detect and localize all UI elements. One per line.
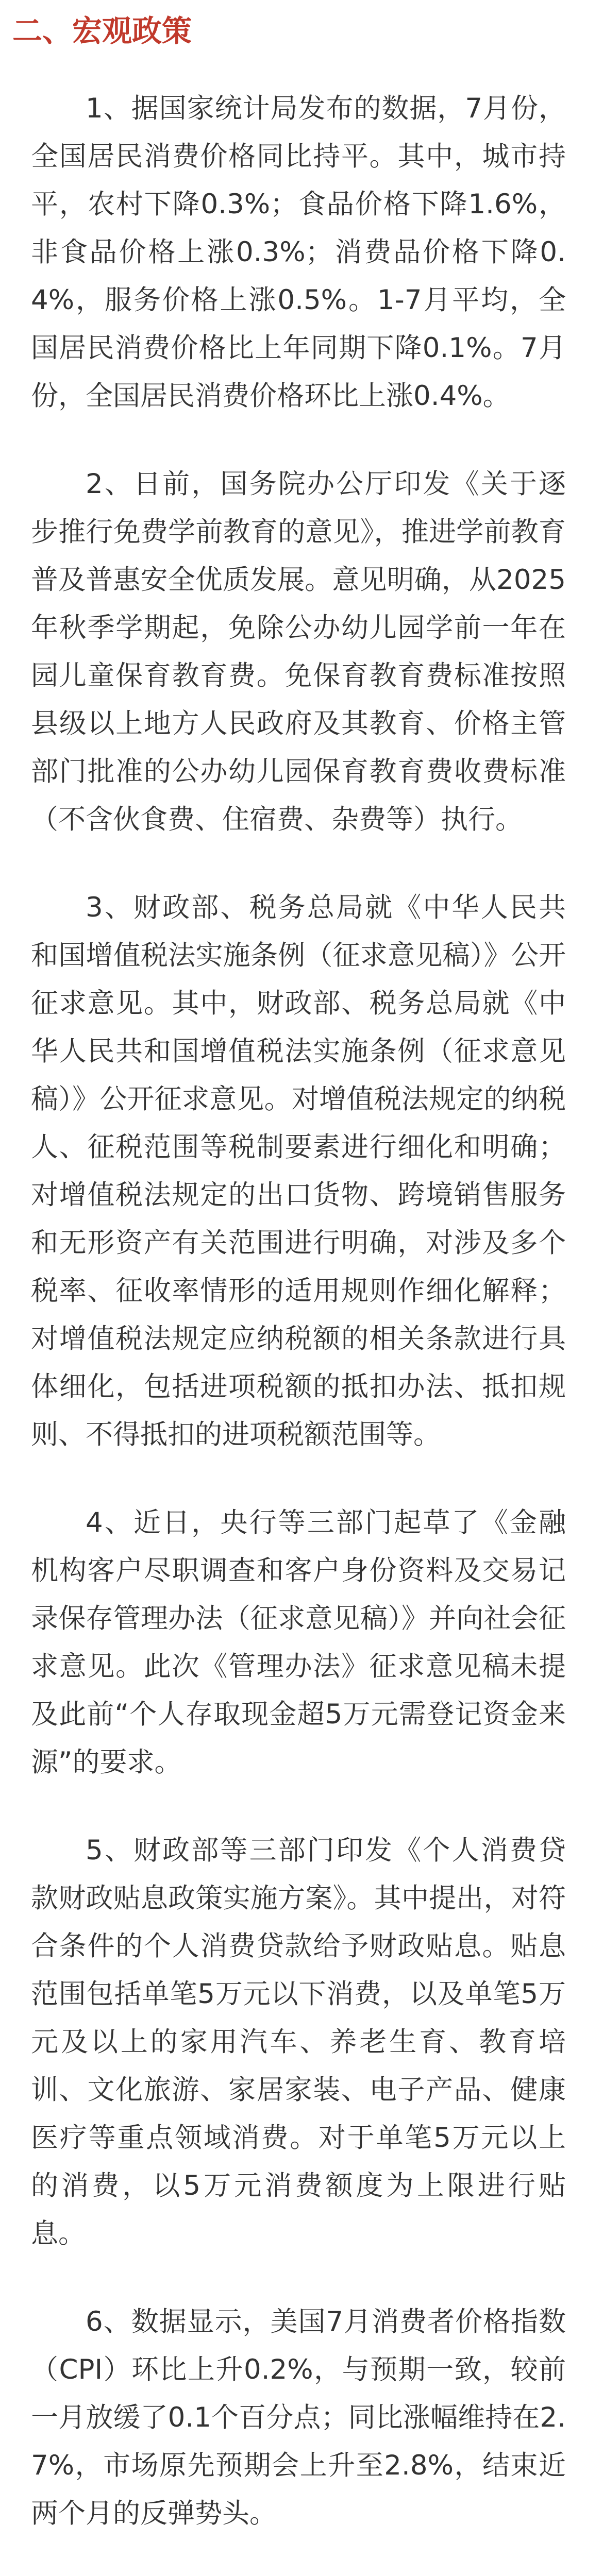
paragraph-6: 6、数据显示，美国7月消费者价格指数（CPI）环比上升0.2%，与预期一致，较前一月放缓了0.1个百分点；同比涨幅维持在2.7%，市场原先预期会上升至2.8%，结束近两个月的反弹势头。 bbox=[31, 2306, 566, 2529]
section-title: 二、宏观政策 bbox=[12, 13, 192, 48]
paragraph-2: 2、日前，国务院办公厅印发《关于逐步推行免费学前教育的意见》，推进学前教育普及普惠安全优质发展。意见明确，从2025年秋季学期起，免除公办幼儿园学前一年在园儿童保育教育费。免保育教育费标准按照县级以上地方人民政府及其教育、价格主管部门批准的公办幼儿园保育教育费收费标准（不含伙食费、住宿费、杂费等）执行。 bbox=[31, 468, 566, 835]
paragraph-3: 3、财政部、税务总局就《中华人民共和国增值税法实施条例（征求意见稿）》公开征求意见。其中，财政部、税务总局就《中华人民共和国增值税法实施条例（征求意见稿）》公开征求意见。对增值税法规定的纳税人、征税范围等税制要素进行细化和明确；对增值税法规定的出口货物、跨境销售服务和无形资产有关范围进行明确，对涉及多个税率、征收率情形的适用规则作细化解释；对增值税法规定应纳税额的相关条款进行具体细化，包括进项税额的抵扣办法、抵扣规则、不得抵扣的进项税额范围等。 bbox=[31, 892, 566, 1450]
paragraph-1: 1、据国家统计局发布的数据，7月份，全国居民消费价格同比持平。其中，城市持平，农村下降0.3%；食品价格下降1.6%，非食品价格上涨0.3%；消费品价格下降0.4%，服务价格上涨0.5%。1-7月平均，全国居民消费价格比上年同期下降0.1%。7月份，全国居民消费价格环比上涨0.4%。 bbox=[31, 93, 566, 412]
paragraph-5: 5、财政部等三部门印发《个人消费贷款财政贴息政策实施方案》。其中提出，对符合条件的个人消费贷款给予财政贴息。贴息范围包括单笔5万元以下消费，以及单笔5万元及以上的家用汽车、养老生育、教育培训、文化旅游、家居家装、电子产品、健康医疗等重点领域消费。对于单笔5万元以上的消费，以5万元消费额度为上限进行贴息。 bbox=[31, 1835, 566, 2249]
paragraph-4: 4、近日，央行等三部门起草了《金融机构客户尽职调查和客户身份资料及交易记录保存管理办法（征求意见稿）》并向社会征求意见。此次《管理办法》征求意见稿未提及此前“个人存取现金超5万元需登记资金来源”的要求。 bbox=[31, 1507, 566, 1778]
